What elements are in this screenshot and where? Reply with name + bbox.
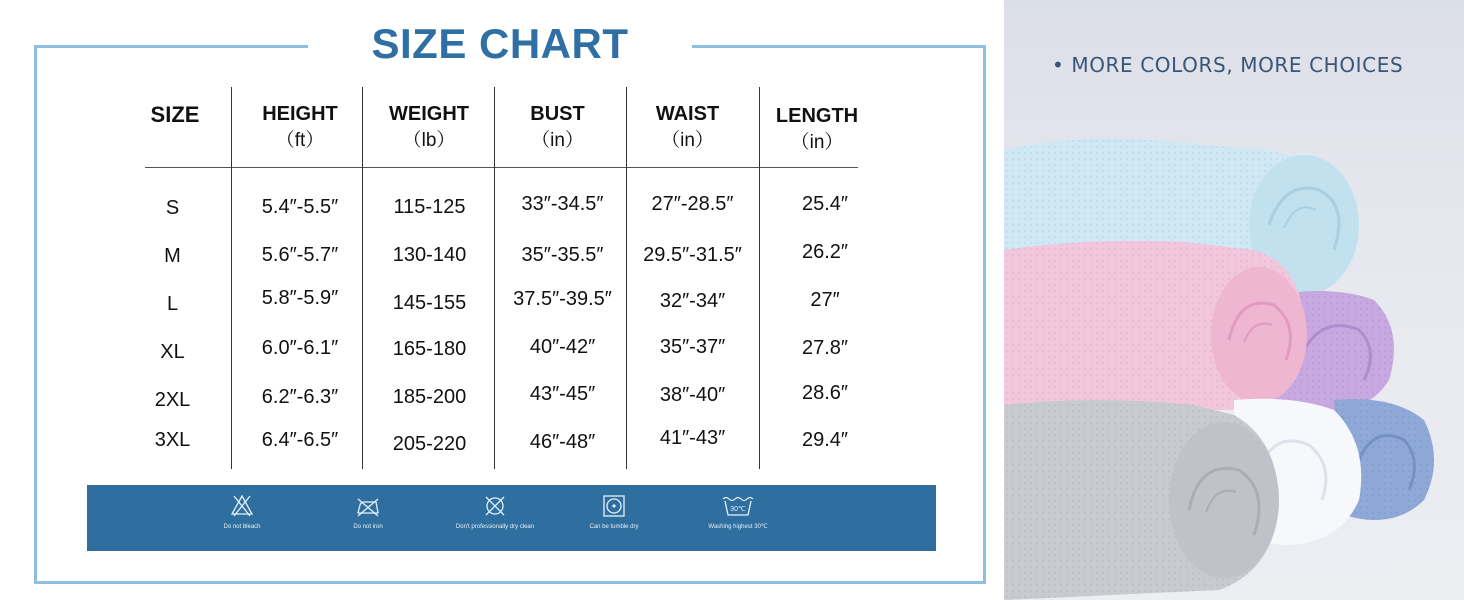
- table-row-2xl: [0, 379, 1000, 419]
- care-item-tumble-dry: [559, 493, 669, 531]
- header-weight-label: WEIGHT: [389, 103, 469, 125]
- table-row-s: [0, 187, 1000, 227]
- cell-size: S: [165, 197, 180, 219]
- folded-shirts-image: [1004, 0, 1464, 600]
- cell-height: 6.2″-6.3″: [261, 386, 339, 408]
- do-not-iron-icon: [354, 493, 382, 519]
- care-label: Do not bleach: [223, 524, 261, 530]
- cell-length: 27.8″: [801, 337, 848, 359]
- header-height-label: HEIGHT: [262, 103, 338, 125]
- header-height: [245, 102, 355, 156]
- cell-size: 3XL: [154, 429, 191, 451]
- care-label: Don't professionally dry clean: [455, 524, 535, 530]
- do-not-dry-clean-icon: [482, 493, 508, 519]
- cell-height: 5.8″-5.9″: [261, 287, 339, 309]
- cell-bust: 33″-34.5″: [521, 193, 604, 215]
- cell-length: 25.4″: [801, 193, 848, 215]
- cell-length: 26.2″: [801, 241, 848, 263]
- cell-weight: 165-180: [392, 338, 467, 360]
- cell-bust: 37.5″-39.5″: [513, 288, 612, 310]
- chart-title: SIZE CHART: [308, 18, 692, 70]
- cell-length: 29.4″: [801, 429, 848, 451]
- cell-length: 28.6″: [801, 382, 848, 404]
- cell-weight: 115-125: [393, 196, 466, 218]
- do-not-bleach-icon: [229, 493, 255, 519]
- cell-waist: 27″-28.5″: [651, 193, 734, 215]
- tagline: • MORE COLORS, MORE CHOICES: [1052, 53, 1404, 77]
- header-size-label: SIZE: [150, 102, 200, 127]
- cell-weight: 130-140: [392, 244, 467, 266]
- care-instructions-bar: [87, 485, 936, 551]
- cell-size: M: [164, 245, 181, 267]
- header-length: [762, 104, 872, 158]
- header-size: [135, 101, 215, 129]
- care-label: Washing highest 30℃: [708, 524, 768, 530]
- table-row-m: [0, 235, 1000, 275]
- cell-height: 6.0″-6.1″: [261, 337, 339, 359]
- wash-temperature: 30℃: [730, 506, 746, 513]
- cell-waist: 41″-43″: [659, 427, 726, 449]
- cell-length: 27″: [810, 289, 840, 311]
- wash-30-icon: [721, 493, 755, 519]
- care-item-no-dry-clean: [440, 493, 550, 531]
- pink-shirt: [1004, 241, 1307, 410]
- care-item-wash-30: [683, 493, 793, 531]
- product-image-panel: [1004, 0, 1464, 600]
- cell-bust: 43″-45″: [529, 383, 596, 405]
- cell-waist: 35″-37″: [659, 336, 726, 358]
- cell-height: 5.4″-5.5″: [261, 196, 339, 218]
- tumble-dry-icon: [601, 493, 627, 519]
- cell-weight: 185-200: [392, 386, 467, 408]
- header-length-label: LENGTH: [775, 105, 859, 127]
- table-row-l: [0, 283, 1000, 323]
- care-item-no-bleach: [187, 493, 297, 531]
- cell-waist: 32″-34″: [659, 290, 726, 312]
- cell-bust: 40″-42″: [529, 336, 596, 358]
- header-divider: [145, 167, 858, 168]
- gray-shirt: [1004, 400, 1279, 600]
- cell-size: 2XL: [154, 389, 191, 411]
- cell-bust: 46″-48″: [529, 431, 596, 453]
- cell-size: L: [166, 293, 179, 315]
- header-weight-unit: （lb）: [402, 130, 456, 151]
- cell-height: 6.4″-6.5″: [261, 429, 339, 451]
- cell-weight: 145-155: [392, 292, 467, 314]
- care-label: Can be tumble dry: [589, 524, 639, 530]
- table-row-xl: [0, 331, 1000, 371]
- header-height-unit: （ft）: [275, 130, 325, 151]
- table-row-3xl: [0, 423, 1000, 463]
- care-item-no-iron: [313, 493, 423, 531]
- header-bust-unit: （in）: [531, 130, 584, 151]
- care-label: Do not iron: [353, 524, 383, 530]
- cell-height: 5.6″-5.7″: [261, 244, 339, 266]
- cell-size: XL: [160, 341, 185, 363]
- header-bust-label: BUST: [530, 103, 585, 125]
- cell-weight: 205-220: [392, 433, 467, 455]
- header-waist: [635, 102, 740, 156]
- cell-bust: 35″-35.5″: [521, 244, 604, 266]
- header-length-unit: （in）: [790, 132, 844, 153]
- header-bust: [505, 102, 610, 156]
- cell-waist: 29.5″-31.5″: [643, 244, 742, 266]
- header-waist-unit: （in）: [661, 130, 714, 151]
- header-waist-label: WAIST: [655, 103, 720, 125]
- header-weight: [370, 102, 488, 156]
- cell-waist: 38″-40″: [659, 384, 726, 406]
